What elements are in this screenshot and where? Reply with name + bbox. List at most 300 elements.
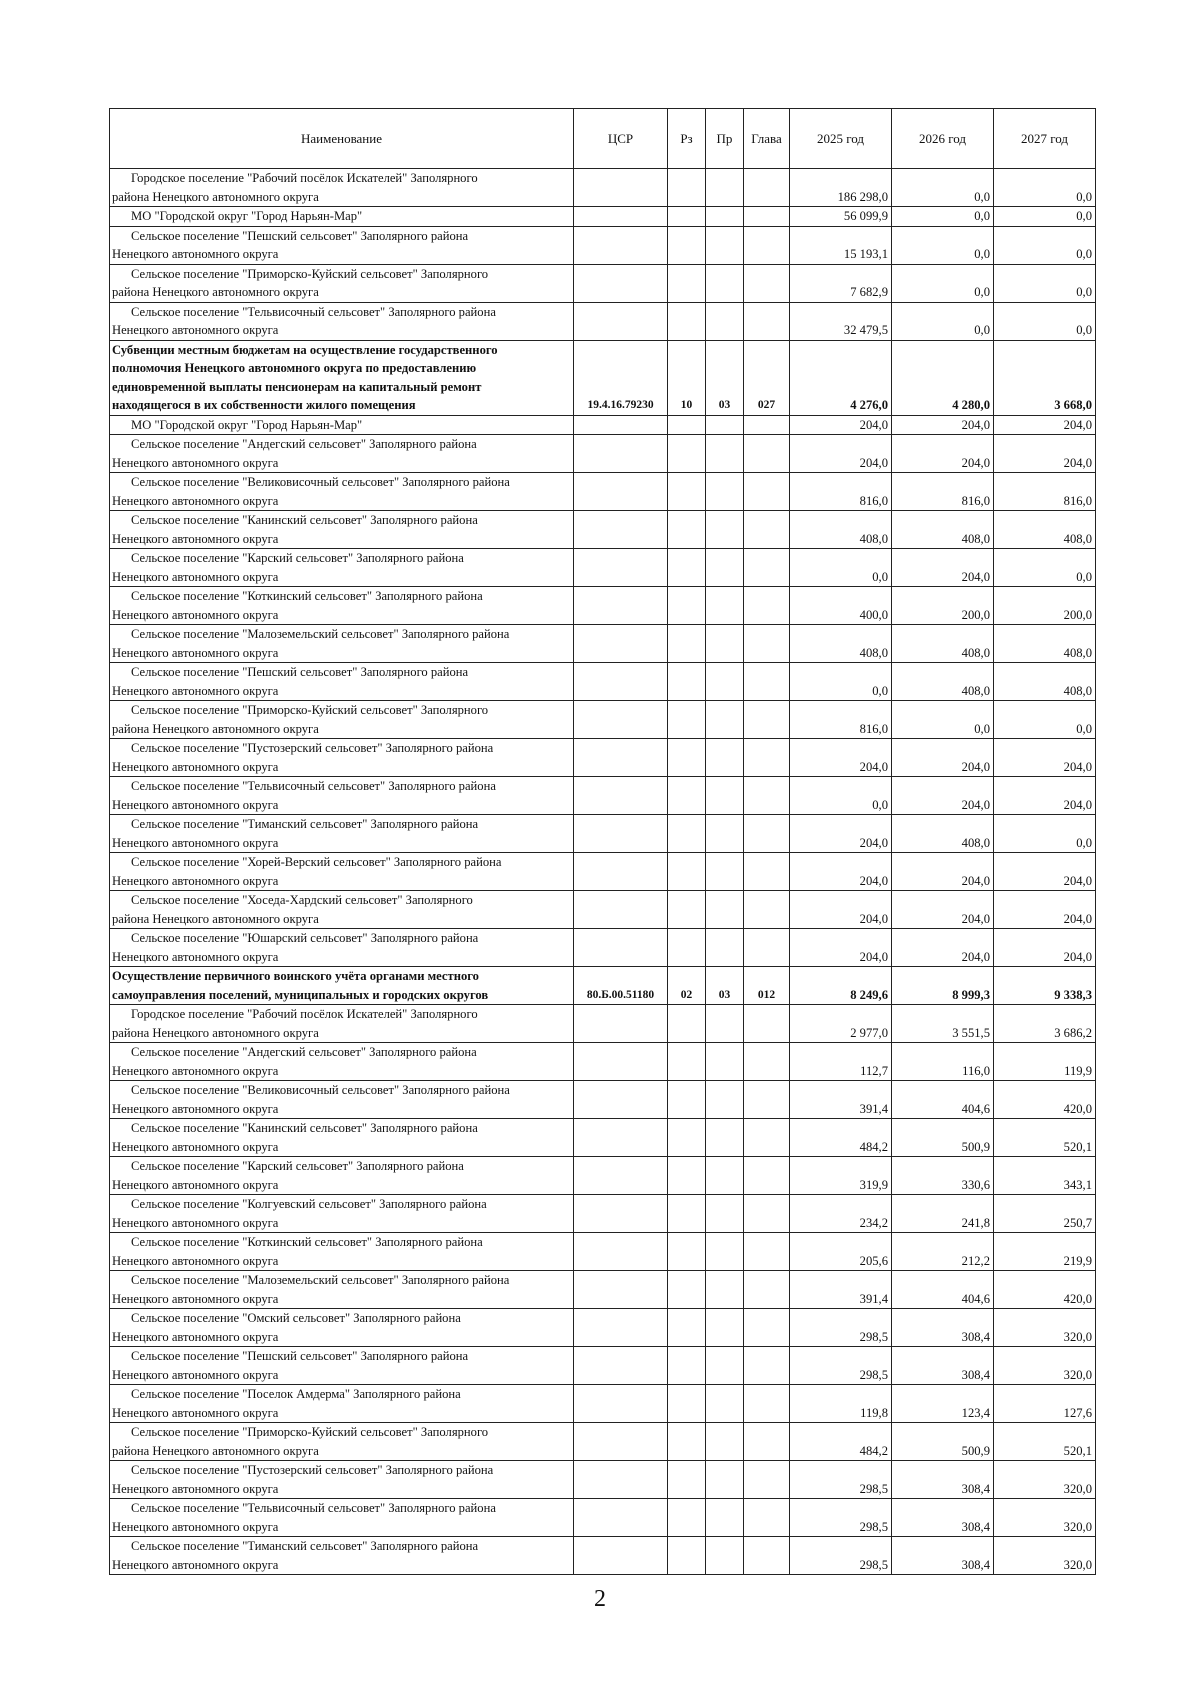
cell-pr [706, 701, 744, 739]
cell-2026: 123,4 [892, 1385, 994, 1423]
row-name-line: Ненецкого автономного округа [112, 493, 279, 508]
table-row [110, 929, 1096, 967]
table-row [110, 1271, 1096, 1309]
cell-2026: 204,0 [892, 891, 994, 929]
cell-pr [706, 891, 744, 929]
cell-2025: 319,9 [790, 1157, 892, 1195]
table-row [110, 663, 1096, 701]
row-name [110, 435, 574, 473]
table-row [110, 1043, 1096, 1081]
row-name-line: Сельское поселение "Пустозерский сельсовет" Заполярного района [131, 741, 494, 755]
table-row [110, 1119, 1096, 1157]
row-name-line: района Ненецкого автономного округа [112, 1443, 319, 1458]
table-row [110, 302, 1096, 340]
cell-2026: 204,0 [892, 777, 994, 815]
cell-2026: 408,0 [892, 625, 994, 663]
cell-glava [744, 1347, 790, 1385]
cell-csr [574, 1499, 668, 1537]
cell-pr [706, 1195, 744, 1233]
cell-2026: 204,0 [892, 435, 994, 473]
cell-csr [574, 1309, 668, 1347]
row-name-line: Ненецкого автономного округа [112, 1253, 279, 1268]
cell-pr [706, 625, 744, 663]
row-name-line: единовременной выплаты пенсионерам на капитальный ремонт [112, 379, 482, 394]
cell-2026: 816,0 [892, 473, 994, 511]
cell-2027: 0,0 [994, 701, 1096, 739]
row-name [110, 1537, 574, 1575]
table-row [110, 625, 1096, 663]
table-row [110, 207, 1096, 227]
cell-rz [668, 625, 706, 663]
table-row [110, 1233, 1096, 1271]
cell-glava [744, 1005, 790, 1043]
table-row [110, 264, 1096, 302]
row-name [110, 1309, 574, 1347]
row-name-line: Ненецкого автономного округа [112, 1063, 279, 1078]
cell-glava [744, 549, 790, 587]
cell-2026: 330,6 [892, 1157, 994, 1195]
cell-csr [574, 891, 668, 929]
row-name-line: Сельское поселение "Тельвисочный сельсовет" Заполярного района [131, 304, 496, 319]
cell-csr [574, 929, 668, 967]
cell-pr [706, 1233, 744, 1271]
cell-glava [744, 701, 790, 739]
row-name-line: Сельское поселение "Андегский сельсовет" Заполярного района [131, 1045, 477, 1059]
cell-csr [574, 1385, 668, 1423]
cell-glava [744, 853, 790, 891]
cell-2027: 320,0 [994, 1537, 1096, 1575]
table-row [110, 701, 1096, 739]
cell-2027: 204,0 [994, 853, 1096, 891]
cell-pr [706, 264, 744, 302]
row-name-line: Сельское поселение "Омский сельсовет" Заполярного района [131, 1311, 461, 1325]
table-row [110, 1347, 1096, 1385]
cell-pr [706, 549, 744, 587]
cell-2027: 320,0 [994, 1347, 1096, 1385]
cell-csr [574, 1423, 668, 1461]
cell-rz [668, 1043, 706, 1081]
cell-2026: 308,4 [892, 1499, 994, 1537]
cell-pr [706, 1043, 744, 1081]
row-name-line: Сельское поселение "Тиманский сельсовет" Заполярного района [131, 1539, 479, 1553]
cell-pr [706, 1271, 744, 1309]
table-row [110, 226, 1096, 264]
cell-csr [574, 226, 668, 264]
cell-glava [744, 891, 790, 929]
cell-rz [668, 549, 706, 587]
cell-2025: 298,5 [790, 1537, 892, 1575]
table-row [110, 435, 1096, 473]
table-row [110, 853, 1096, 891]
cell-glava [744, 587, 790, 625]
cell-rz: 10 [668, 340, 706, 415]
cell-2025: 204,0 [790, 815, 892, 853]
cell-2027: 420,0 [994, 1271, 1096, 1309]
row-name [110, 587, 574, 625]
cell-rz [668, 1005, 706, 1043]
cell-csr: 19.4.16.79230 [574, 340, 668, 415]
cell-2025: 0,0 [790, 777, 892, 815]
row-name [110, 1119, 574, 1157]
cell-pr: 03 [706, 967, 744, 1005]
cell-2025: 298,5 [790, 1499, 892, 1537]
table-row [110, 1195, 1096, 1233]
cell-2026: 0,0 [892, 302, 994, 340]
row-name-line: Ненецкого автономного округа [112, 835, 279, 850]
cell-2025: 298,5 [790, 1347, 892, 1385]
table-row [110, 549, 1096, 587]
row-name-line: Сельское поселение "Приморско-Куйский сельсовет" Заполярного [131, 1425, 489, 1439]
cell-2025: 112,7 [790, 1043, 892, 1081]
cell-csr [574, 1233, 668, 1271]
cell-2025: 0,0 [790, 663, 892, 701]
header-csr: ЦСР [574, 109, 668, 169]
cell-2026: 204,0 [892, 853, 994, 891]
cell-pr [706, 739, 744, 777]
row-name-line: Сельское поселение "Пешский сельсовет" Заполярного района [131, 228, 469, 243]
row-name [110, 1385, 574, 1423]
cell-glava [744, 435, 790, 473]
cell-2025: 391,4 [790, 1081, 892, 1119]
row-name [110, 739, 574, 777]
table-row [110, 1005, 1096, 1043]
cell-2026: 0,0 [892, 226, 994, 264]
cell-pr [706, 207, 744, 227]
cell-2027: 343,1 [994, 1157, 1096, 1195]
cell-rz [668, 1081, 706, 1119]
cell-rz [668, 415, 706, 435]
cell-glava [744, 207, 790, 227]
row-name [110, 1423, 574, 1461]
cell-2025: 204,0 [790, 435, 892, 473]
cell-csr [574, 1347, 668, 1385]
cell-2025: 2 977,0 [790, 1005, 892, 1043]
cell-rz [668, 473, 706, 511]
cell-2026: 408,0 [892, 511, 994, 549]
cell-rz [668, 1499, 706, 1537]
cell-2026: 404,6 [892, 1081, 994, 1119]
cell-csr [574, 1537, 668, 1575]
row-name [110, 701, 574, 739]
cell-2026: 116,0 [892, 1043, 994, 1081]
cell-2025: 298,5 [790, 1461, 892, 1499]
table-row [110, 511, 1096, 549]
row-name-line: Сельское поселение "Великовисочный сельсовет" Заполярного района [131, 475, 510, 489]
row-name-line: Сельское поселение "Колгуевский сельсовет" Заполярного района [131, 1197, 487, 1211]
row-name-line: Осуществление первичного воинского учёта органами местного [112, 969, 479, 983]
cell-2027: 0,0 [994, 226, 1096, 264]
cell-2026: 408,0 [892, 663, 994, 701]
cell-rz [668, 739, 706, 777]
row-name-line: Ненецкого автономного округа [112, 607, 279, 622]
row-name [110, 207, 574, 227]
table-row [110, 1309, 1096, 1347]
row-name-line: Сельское поселение "Тиманский сельсовет" Заполярного района [131, 817, 479, 831]
cell-glava [744, 815, 790, 853]
table-body [110, 169, 1096, 1575]
cell-csr [574, 1157, 668, 1195]
cell-csr [574, 473, 668, 511]
cell-2027: 816,0 [994, 473, 1096, 511]
table-row [110, 340, 1096, 415]
table-row [110, 1157, 1096, 1195]
cell-2027: 320,0 [994, 1499, 1096, 1537]
table-row [110, 891, 1096, 929]
cell-2025: 204,0 [790, 853, 892, 891]
cell-2025: 391,4 [790, 1271, 892, 1309]
cell-2026: 404,6 [892, 1271, 994, 1309]
cell-2026: 204,0 [892, 929, 994, 967]
cell-csr [574, 207, 668, 227]
cell-2025: 119,8 [790, 1385, 892, 1423]
cell-rz [668, 511, 706, 549]
cell-2027: 408,0 [994, 663, 1096, 701]
table-row [110, 1081, 1096, 1119]
row-name-line: Ненецкого автономного округа [112, 645, 279, 660]
budget-table [109, 108, 1096, 1575]
cell-rz [668, 302, 706, 340]
row-name [110, 967, 574, 1005]
cell-glava [744, 169, 790, 207]
row-name-line: Сельское поселение "Карский сельсовет" Заполярного района [131, 551, 464, 565]
row-name-line: Сельское поселение "Приморско-Куйский сельсовет" Заполярного [131, 703, 489, 717]
cell-glava [744, 511, 790, 549]
cell-csr [574, 1081, 668, 1119]
row-name-line: района Ненецкого автономного округа [112, 721, 319, 736]
cell-csr [574, 1271, 668, 1309]
row-name-line: Ненецкого автономного округа [112, 247, 279, 261]
cell-rz [668, 1309, 706, 1347]
cell-2025: 204,0 [790, 891, 892, 929]
cell-csr [574, 169, 668, 207]
header-rz: Рз [668, 109, 706, 169]
cell-2027: 119,9 [994, 1043, 1096, 1081]
row-name [110, 663, 574, 701]
table-row [110, 169, 1096, 207]
cell-pr [706, 815, 744, 853]
cell-pr [706, 169, 744, 207]
cell-csr [574, 264, 668, 302]
cell-glava [744, 473, 790, 511]
cell-2027: 520,1 [994, 1423, 1096, 1461]
cell-2025: 484,2 [790, 1423, 892, 1461]
cell-pr [706, 1423, 744, 1461]
row-name-line: Сельское поселение "Приморско-Куйский сельсовет" Заполярного [131, 266, 489, 281]
cell-2026: 204,0 [892, 739, 994, 777]
cell-2027: 250,7 [994, 1195, 1096, 1233]
cell-2025: 186 298,0 [790, 169, 892, 207]
table-row [110, 815, 1096, 853]
row-name-line: Ненецкого автономного округа [112, 797, 279, 812]
cell-rz [668, 1537, 706, 1575]
cell-2027: 219,9 [994, 1233, 1096, 1271]
row-name-line: МО "Городской округ "Город Нарьян-Мар" [131, 209, 363, 223]
row-name-line: Сельское поселение "Малоземельский сельсовет" Заполярного района [131, 1273, 510, 1287]
row-name [110, 1157, 574, 1195]
cell-2025: 204,0 [790, 739, 892, 777]
header-glava: Глава [744, 109, 790, 169]
row-name-line: Ненецкого автономного округа [112, 1177, 279, 1192]
header-row [110, 109, 1096, 169]
cell-pr [706, 415, 744, 435]
cell-glava [744, 1499, 790, 1537]
cell-rz [668, 1119, 706, 1157]
cell-glava [744, 1309, 790, 1347]
cell-rz [668, 663, 706, 701]
row-name [110, 302, 574, 340]
cell-rz [668, 815, 706, 853]
row-name [110, 1347, 574, 1385]
table-row [110, 1461, 1096, 1499]
cell-csr [574, 815, 668, 853]
cell-2026: 500,9 [892, 1119, 994, 1157]
cell-rz [668, 777, 706, 815]
cell-csr [574, 587, 668, 625]
row-name [110, 1081, 574, 1119]
cell-2027: 420,0 [994, 1081, 1096, 1119]
cell-pr [706, 1499, 744, 1537]
row-name-line: Сельское поселение "Поселок Амдерма" Заполярного района [131, 1387, 461, 1401]
cell-csr [574, 777, 668, 815]
cell-2027: 204,0 [994, 415, 1096, 435]
cell-rz [668, 1461, 706, 1499]
cell-2027: 204,0 [994, 739, 1096, 777]
header-2027: 2027 год [994, 109, 1096, 169]
row-name [110, 1499, 574, 1537]
cell-pr [706, 587, 744, 625]
row-name [110, 169, 574, 207]
cell-2026: 4 280,0 [892, 340, 994, 415]
cell-glava [744, 226, 790, 264]
cell-2027: 204,0 [994, 929, 1096, 967]
row-name [110, 340, 574, 415]
cell-rz [668, 169, 706, 207]
table-header [110, 109, 1096, 169]
cell-2026: 204,0 [892, 549, 994, 587]
cell-glava [744, 625, 790, 663]
cell-2027: 0,0 [994, 207, 1096, 227]
cell-2025: 400,0 [790, 587, 892, 625]
row-name-line: Ненецкого автономного округа [112, 873, 279, 888]
row-name-line: Ненецкого автономного округа [112, 759, 279, 774]
cell-pr [706, 777, 744, 815]
cell-glava [744, 1081, 790, 1119]
cell-csr [574, 663, 668, 701]
row-name-line: Сельское поселение "Хорей-Верский сельсовет" Заполярного района [131, 855, 502, 869]
cell-2027: 520,1 [994, 1119, 1096, 1157]
row-name [110, 1005, 574, 1043]
row-name [110, 625, 574, 663]
cell-glava [744, 1119, 790, 1157]
cell-pr [706, 1081, 744, 1119]
row-name [110, 415, 574, 435]
cell-glava [744, 1233, 790, 1271]
cell-2027: 0,0 [994, 549, 1096, 587]
cell-2026: 204,0 [892, 415, 994, 435]
cell-pr [706, 435, 744, 473]
cell-2027: 408,0 [994, 511, 1096, 549]
cell-2025: 205,6 [790, 1233, 892, 1271]
row-name-line: Ненецкого автономного округа [112, 1329, 279, 1344]
cell-2026: 212,2 [892, 1233, 994, 1271]
table-row [110, 587, 1096, 625]
cell-2026: 308,4 [892, 1309, 994, 1347]
table-row [110, 1499, 1096, 1537]
cell-2025: 408,0 [790, 511, 892, 549]
cell-2027: 0,0 [994, 815, 1096, 853]
cell-csr [574, 701, 668, 739]
cell-csr [574, 549, 668, 587]
cell-2025: 15 193,1 [790, 226, 892, 264]
cell-rz [668, 853, 706, 891]
row-name [110, 777, 574, 815]
cell-csr [574, 1119, 668, 1157]
row-name [110, 1043, 574, 1081]
row-name-line: Сельское поселение "Малоземельский сельсовет" Заполярного района [131, 627, 510, 641]
cell-rz [668, 1271, 706, 1309]
cell-2027: 320,0 [994, 1309, 1096, 1347]
cell-glava [744, 777, 790, 815]
cell-2026: 241,8 [892, 1195, 994, 1233]
cell-2027: 0,0 [994, 264, 1096, 302]
cell-rz [668, 1423, 706, 1461]
row-name-line: Сельское поселение "Тельвисочный сельсовет" Заполярного района [131, 1501, 496, 1515]
cell-rz: 02 [668, 967, 706, 1005]
cell-2025: 0,0 [790, 549, 892, 587]
cell-2025: 408,0 [790, 625, 892, 663]
cell-rz [668, 264, 706, 302]
row-name-line: Сельское поселение "Юшарский сельсовет" Заполярного района [131, 931, 479, 945]
header-name: Наименование [110, 109, 574, 169]
header-2025: 2025 год [790, 109, 892, 169]
cell-rz [668, 1157, 706, 1195]
cell-2027: 0,0 [994, 302, 1096, 340]
row-name-line: района Ненецкого автономного округа [112, 911, 319, 926]
cell-csr [574, 1005, 668, 1043]
cell-2026: 0,0 [892, 701, 994, 739]
row-name [110, 815, 574, 853]
cell-2025: 8 249,6 [790, 967, 892, 1005]
table-row [110, 1537, 1096, 1575]
cell-glava [744, 1461, 790, 1499]
cell-rz [668, 1195, 706, 1233]
row-name-line: Сельское поселение "Андегский сельсовет" Заполярного района [131, 437, 477, 451]
cell-2026: 200,0 [892, 587, 994, 625]
table-row [110, 1385, 1096, 1423]
row-name-line: находящегося в их собственности жилого помещения [112, 398, 416, 412]
cell-2027: 408,0 [994, 625, 1096, 663]
row-name-line: Городское поселение "Рабочий посёлок Искателей" Заполярного [131, 171, 478, 185]
row-name [110, 1233, 574, 1271]
cell-pr: 03 [706, 340, 744, 415]
cell-csr [574, 435, 668, 473]
row-name-line: Ненецкого автономного округа [112, 1367, 279, 1382]
row-name-line: Ненецкого автономного округа [112, 1405, 279, 1420]
cell-pr [706, 1461, 744, 1499]
cell-2025: 204,0 [790, 415, 892, 435]
row-name [110, 1461, 574, 1499]
cell-rz [668, 207, 706, 227]
cell-glava: 012 [744, 967, 790, 1005]
cell-2025: 32 479,5 [790, 302, 892, 340]
row-name-line: Ненецкого автономного округа [112, 683, 279, 698]
table-row [110, 967, 1096, 1005]
cell-glava [744, 1195, 790, 1233]
row-name-line: Ненецкого автономного округа [112, 1101, 279, 1116]
cell-csr [574, 1043, 668, 1081]
row-name-line: Ненецкого автономного округа [112, 1481, 279, 1496]
row-name-line: Сельское поселение "Хоседа-Хардский сельсовет" Заполярного [131, 893, 473, 907]
